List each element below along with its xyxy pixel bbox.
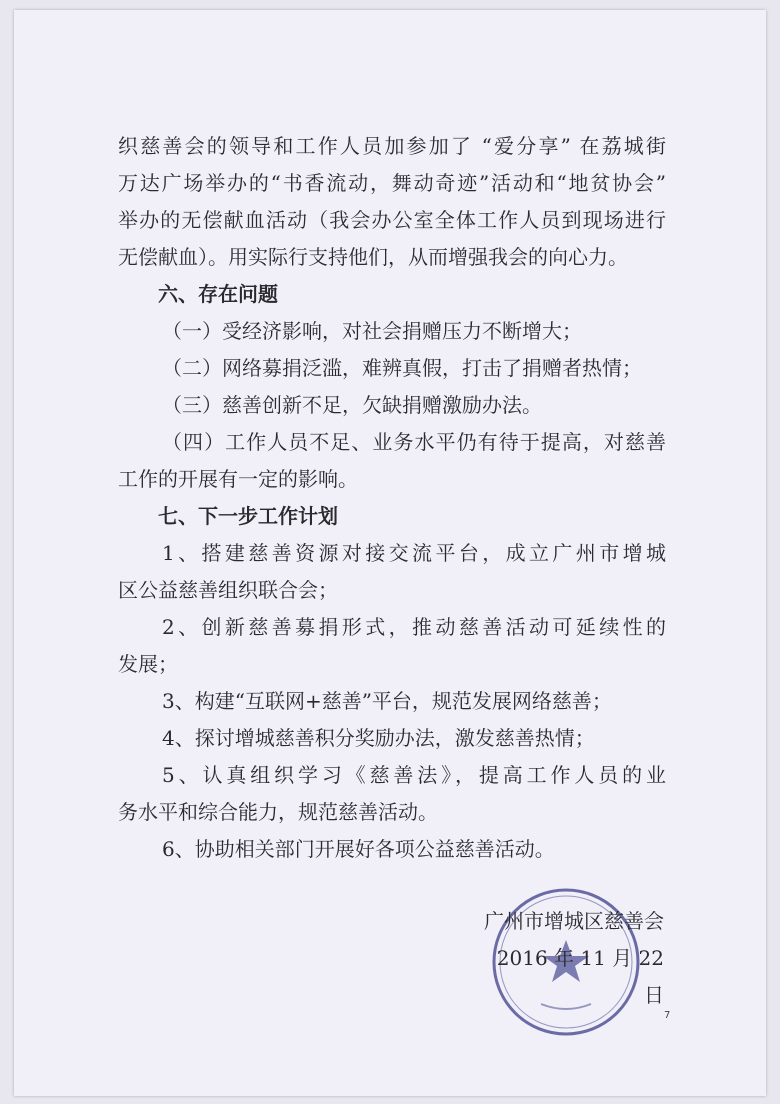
document-body bbox=[118, 128, 666, 868]
section-7-heading: 七、下一步工作计划 bbox=[158, 504, 338, 528]
document-page bbox=[14, 10, 766, 1096]
section-7-item-3: 3、构建“互联网+慈善”平台，规范发展网络慈善； bbox=[162, 689, 612, 713]
section-6-item-3: （三）慈善创新不足，欠缺捐赠激励办法。 bbox=[162, 393, 542, 417]
section-7-item-2: 2、创新慈善募捐形式，推动慈善活动可延续性的 bbox=[162, 615, 666, 639]
section-7-item-5-continued: 务水平和综合能力，规范慈善活动。 bbox=[118, 800, 438, 824]
section-6-item-2: （二）网络募捐泛滥，难辨真假，打击了捐赠者热情； bbox=[162, 356, 642, 380]
section-7-item-5: 5、认真组织学习《慈善法》，提高工作人员的业 bbox=[162, 763, 666, 787]
section-6-item-4: （四）工作人员不足、业务水平仍有待于提高，对慈善 bbox=[162, 430, 666, 454]
page-number: 7 bbox=[664, 1010, 671, 1021]
signature-block bbox=[474, 903, 664, 1014]
section-6-item-4-continued: 工作的开展有一定的影响。 bbox=[118, 467, 358, 491]
section-6-item-1: （一）受经济影响，对社会捐赠压力不断增大； bbox=[162, 319, 582, 343]
section-7-item-2-continued: 发展； bbox=[118, 652, 178, 676]
section-6-heading: 六、存在问题 bbox=[158, 282, 278, 306]
paragraph-line-1: 织慈善会的领导和工作人员加参加了 “爱分享” 在荔城街 bbox=[118, 134, 666, 158]
signature-date: 2016 年 11 月 22 日 bbox=[496, 946, 664, 1007]
paragraph-line-4: 无偿献血）。用实际行支持他们，从而增强我会的向心力。 bbox=[118, 245, 628, 269]
paragraph-line-3: 举办的无偿献血活动（我会办公室全体工作人员到现场进行 bbox=[118, 208, 666, 232]
section-7-item-4: 4、探讨增城慈善积分奖励办法，激发慈善热情； bbox=[162, 726, 595, 750]
section-7-item-1-continued: 区公益慈善组织联合会； bbox=[118, 578, 338, 602]
paragraph-line-2: 万达广场举办的“书香流动，舞动奇迹”活动和“地贫协会” bbox=[118, 171, 666, 195]
section-7-item-1: 1、搭建慈善资源对接交流平台，成立广州市增城 bbox=[162, 541, 666, 565]
signature-organization: 广州市增城区慈善会 bbox=[484, 909, 664, 933]
section-7-item-6: 6、协助相关部门开展好各项公益慈善活动。 bbox=[162, 837, 555, 861]
